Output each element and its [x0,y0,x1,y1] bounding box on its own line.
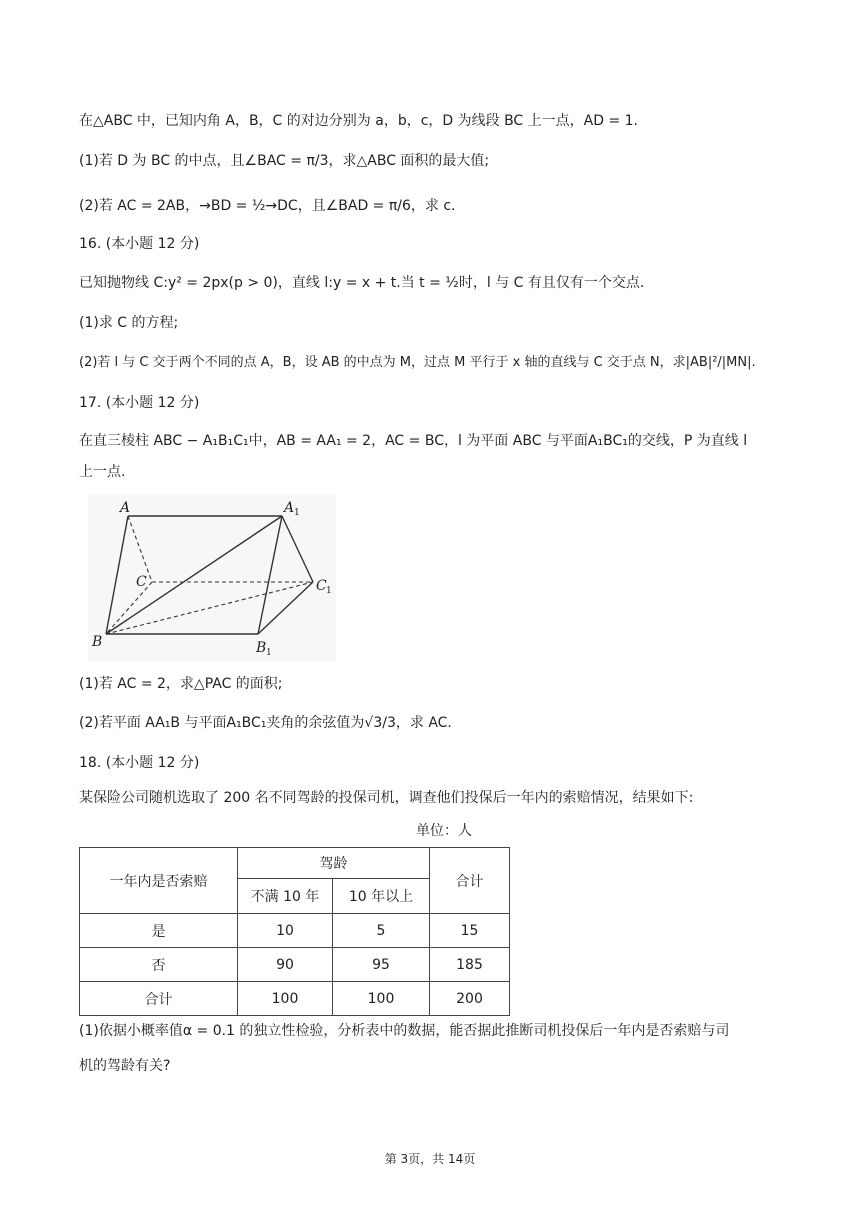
header-driving-years: 驾龄 [238,848,430,879]
problem-17-heading: 17. (本小题 12 分) [79,395,200,411]
table-unit-label: 单位：人 [416,823,472,839]
cell-total: 185 [430,948,510,982]
problem-17-statement: 在直三棱柱 ABC − A₁B₁C₁中，AB = AA₁ = 2，AC = BC，l 为平面 ABC 与平面A₁BC₁的交线，P 为直线 l [79,433,748,449]
row-label: 合计 [80,982,238,1016]
row-label: 否 [80,948,238,982]
header-over-10: 10 年以上 [333,879,430,914]
label-A1: A [284,500,295,516]
cell-total: 200 [430,982,510,1016]
header-total: 合计 [430,848,510,914]
cell-under-10: 10 [238,914,333,948]
cell-total: 15 [430,914,510,948]
cell-over-10: 100 [333,982,430,1016]
header-under-10: 不满 10 年 [238,879,333,914]
label-C: C [136,574,147,590]
label-C1-sub: 1 [326,586,332,596]
problem-16-part-2: (2)若 l 与 C 交于两个不同的点 A，B，设 AB 的中点为 M，过点 M 平行于 x 轴的直线与 C 交于点 N，求|AB|²/|MN|. [79,355,756,370]
problem-18-part-1: (1)依据小概率值α = 0.1 的独立性检验，分析表中的数据，能否据此推断司机投保后一年内是否索赔与司 [79,1023,730,1039]
header-claim: 一年内是否索赔 [80,848,238,914]
claims-table [79,847,510,1016]
table-row [80,914,510,948]
cell-over-10: 95 [333,948,430,982]
problem-17-part-2: (2)若平面 AA₁B 与平面A₁BC₁夹角的余弦值为√3/3，求 AC. [79,715,452,731]
table-row [80,982,510,1016]
problem-17-statement-cont: 上一点. [79,464,126,480]
problem-17-part-1: (1)若 AC = 2，求△PAC 的面积; [79,676,283,692]
problem-18-heading: 18. (本小题 12 分) [79,755,200,771]
cell-under-10: 90 [238,948,333,982]
label-A1-sub: 1 [294,508,300,518]
problem-15-part-2: (2)若 AC = 2AB，→BD = ½→DC，且∠BAD = π/6，求 c. [79,198,456,214]
label-B: B [92,634,103,650]
label-C1: C [316,578,327,594]
cell-under-10: 100 [238,982,333,1016]
problem-15-statement: 在△ABC 中，已知内角 A，B，C 的对边分别为 a，b，c，D 为线段 BC 上一点，AD = 1. [79,113,639,129]
label-B1-sub: 1 [266,648,272,658]
row-label: 是 [80,914,238,948]
label-A: A [120,500,131,516]
problem-16-statement: 已知抛物线 C:y² = 2px(p > 0)，直线 l:y = x + t.当 t = ½时，l 与 C 有且仅有一个交点. [79,275,645,291]
prism-figure [88,494,336,662]
table-row [80,948,510,982]
problem-18-part-1-cont: 机的驾龄有关? [79,1058,171,1074]
page-footer: 第 3页，共 14页 [384,1152,476,1166]
problem-16-part-1: (1)求 C 的方程; [79,315,179,331]
problem-18-statement: 某保险公司随机选取了 200 名不同驾龄的投保司机，调查他们投保后一年内的索赔情况，结果如下: [79,790,694,806]
problem-16-heading: 16. (本小题 12 分) [79,236,200,252]
cell-over-10: 5 [333,914,430,948]
label-B1: B [256,640,267,656]
problem-15-part-1: (1)若 D 为 BC 的中点，且∠BAC = π/3，求△ABC 面积的最大值; [79,153,490,169]
